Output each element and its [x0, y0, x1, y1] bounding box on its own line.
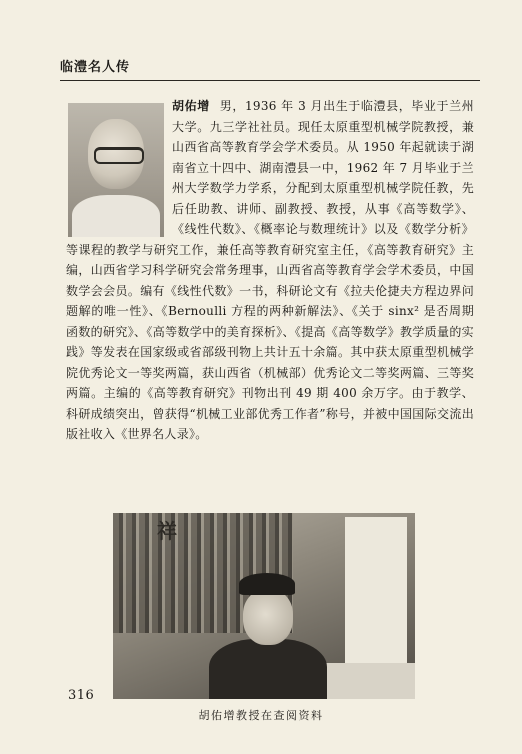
- scroll-glyph: 祥: [157, 519, 177, 543]
- person-hat: [239, 573, 295, 595]
- running-header: [60, 56, 480, 81]
- book-title: 临澧名人传: [60, 60, 131, 75]
- person-body: [209, 639, 327, 699]
- portrait-spacer: [66, 96, 172, 238]
- study-photo: [113, 513, 415, 699]
- biography-text: [66, 96, 474, 445]
- photo-caption: 胡佑增教授在查阅资料: [198, 709, 324, 722]
- person-name: 胡佑增: [172, 99, 210, 113]
- page-number: 316: [68, 688, 95, 703]
- biography-body: 男，1936 年 3 月出生于临澧县，毕业于兰州大学。九三学社社员。现任太原重型机械学院教授，兼山西省高等教育学会学术委员。从 1950 年起就读于湖南省立十四中、湖南澧县一中，1962 年 7 月毕业于兰州大学数学力学系，分配到太原重型机械学院任教，先后任助教、讲师、副教授、教授，从事《高等数学》、《线性代数》、《概率论与数理统计》以及《数学分析》等课程的教学与研究工作，兼任高等教育研究室主任，《高等教育研究》主编，山西省学习科学研究会常务理事，山西省高等教育学会学术委员，中国数学会会员。编有《线性代数》一书，科研论文有《拉夫伦捷夫方程边界问题解的唯一性》、《Bernoulli 方程的两种新解法》、《关于 sinx² 是否周期函数的研究》、《高等数学中的美育探析》、《提高《高等数学》教学质量的实践》等发表在国家级或省部级刊物上共计五十余篇。其中获太原重型机械学院优秀论文一等奖两篇，获山西省（机械部）优秀论文二等奖两篇、三等奖两篇。主编的《高等教育研究》刊物出刊 49 期 400 余万字。由于教学、科研成绩突出，曾获得“机械工业部优秀工作者”称号，并被中国国际交流出版社收入《世界名人录》。: [66, 99, 474, 441]
- person-head: [243, 589, 293, 645]
- person-figure: [209, 573, 319, 699]
